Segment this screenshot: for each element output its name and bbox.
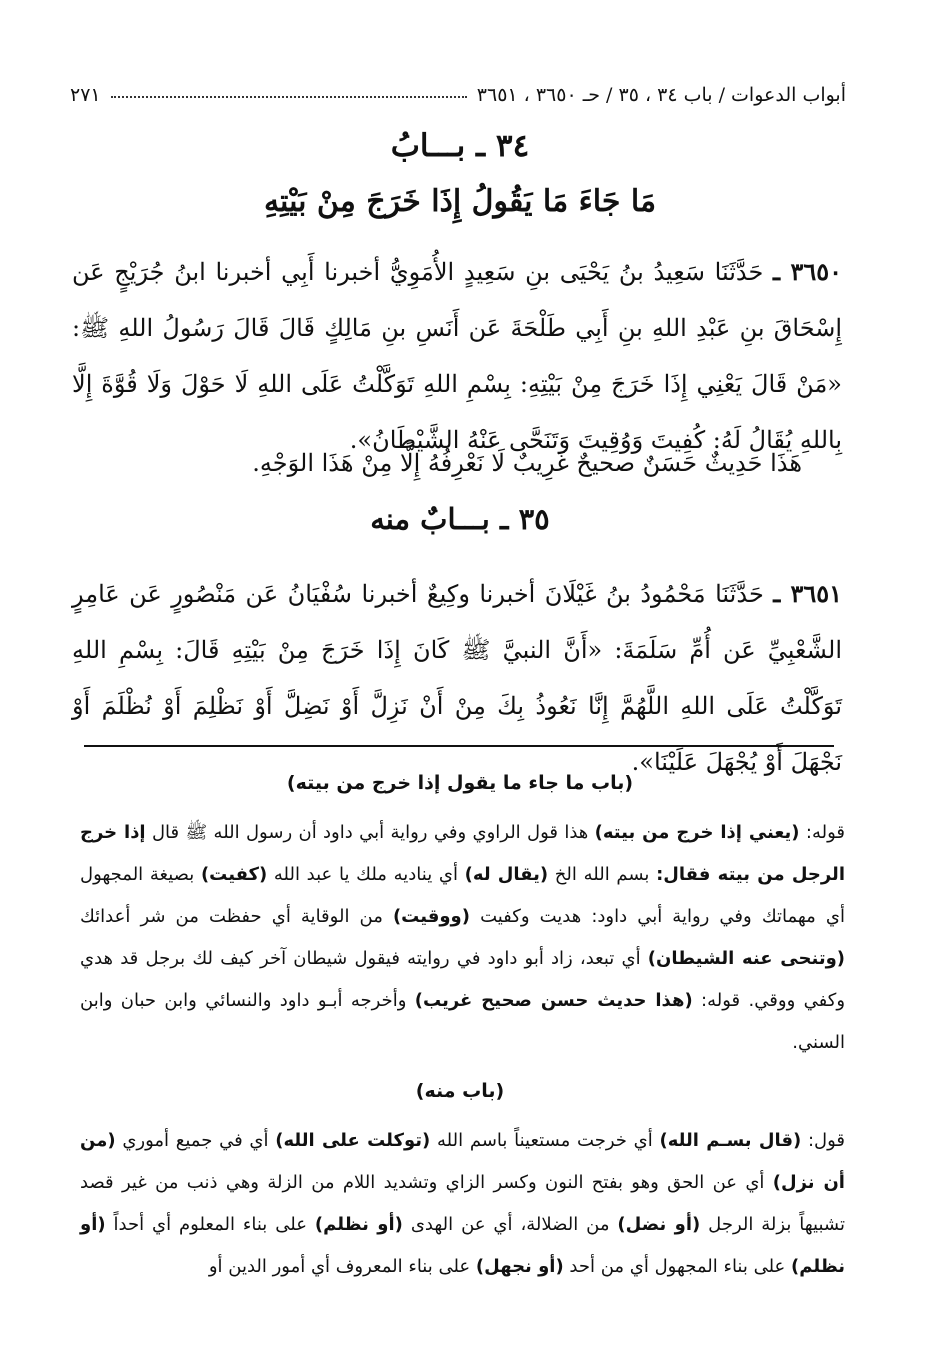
hadith-grading: هَذَا حَدِيثٌ حَسَنٌ صحيحٌ غَرِيبٌ لَا نَعْرِفُهُ إِلَّا مِنْ هَذَا الوَجْهِ. bbox=[252, 449, 802, 477]
commentary-emphasis: (وتنحى عنه الشيطان) bbox=[647, 948, 845, 969]
commentary-text: من الوقاية أي حفظت من شر أعدائك bbox=[80, 906, 393, 927]
hadith-3651 bbox=[72, 566, 842, 790]
commentary-heading: (باب ما جاء ما يقول إذا خرج من بيته) bbox=[286, 772, 634, 794]
commentary-emphasis: (يعني إذا خرج من بيته) bbox=[594, 822, 800, 843]
commentary-text: أي خرجت مستعيناً باسم الله bbox=[430, 1130, 660, 1151]
commentary-emphasis: (أو نجهل) bbox=[475, 1256, 564, 1277]
commentary-emphasis: (كفيت) bbox=[200, 864, 268, 885]
commentary-text: هذا قول الراوي وفي رواية أبي داود أن رسول الله ﷺ قال bbox=[145, 822, 595, 843]
commentary-emphasis: (أو نضل) bbox=[617, 1214, 701, 1235]
section-heading: ٣٥ ـ بـــابٌ منه bbox=[370, 502, 550, 536]
commentary-emphasis: (ووقيت) bbox=[392, 906, 470, 927]
commentary-emphasis: (أو نظلم) bbox=[80, 1214, 845, 1277]
hadith-number: ٣٦٥٠ ـ bbox=[773, 257, 842, 286]
commentary-text: بسم الله الخ bbox=[548, 864, 657, 885]
hadith-text: حَدَّثَنَا مَحْمُودُ بنُ غَيْلَانَ أخبرنا وكِيعٌ أخبرنا سُفْيَانُ عَن مَنْصُورٍ عَن عَامِرٍ الشَّعْبِيِّ عَن أُمِّ سَلَمَةَ: «أَنَّ النبيَّ ﷺ كَانَ إِذَا خَرَجَ مِنْ بَيْتِهِ قَالَ: بِسْمِ اللهِ تَوَكَّلْتُ عَلَى اللهِ اللَّهُمَّ إِنَّا نَعُوذُ بِكَ مِنْ أَنْ نَزِلَّ أَوْ نَضِلَّ أَوْ نَظْلِمَ أَوْ نُظْلَمَ أَوْ نَجْهَلَ أَوْ يُجْهَلَ عَلَيْنَا». bbox=[72, 580, 843, 776]
commentary-emphasis: (قال بسـم الله) bbox=[659, 1130, 802, 1151]
commentary-emphasis: (توكلت على الله) bbox=[275, 1130, 431, 1151]
commentary-text: أي في جميع أموري bbox=[115, 1130, 276, 1151]
commentary-text: على بناء المعلوم أي أحداً bbox=[105, 1214, 315, 1235]
commentary-text: أي يناديه ملك يا عبد الله bbox=[267, 864, 465, 885]
commentary-emphasis: (هذا حديث حسن صحيح غريب) bbox=[414, 990, 693, 1011]
commentary-emphasis: (من أن نزل) bbox=[80, 1130, 845, 1193]
commentary-heading: (باب منه) bbox=[415, 1080, 505, 1102]
commentary-paragraph bbox=[80, 812, 845, 1064]
commentary-emphasis: إذا خرج الرجل من بيته فقال: bbox=[80, 822, 845, 885]
commentary-emphasis: (يقال له) bbox=[464, 864, 549, 885]
commentary-text: أي تبعد، زاد أبو داود في روايته فيقول شيطان آخر كيف لك برجل قد هدي وكفي ووقي. قوله: bbox=[80, 948, 846, 1011]
footnote-divider bbox=[84, 745, 834, 747]
running-header bbox=[70, 62, 846, 106]
commentary-text: قوله: bbox=[799, 822, 845, 843]
commentary-paragraph bbox=[80, 1120, 845, 1288]
commentary-text: أي عن الحق وهو بفتح النون وكسر الزاي وتشديد اللام من الزلة وهي ذنب من غير قصد تشبيهاً بزلة الرجل bbox=[80, 1172, 845, 1235]
commentary-text: بصيغة المجهول أي مهماتك وفي رواية أبي داود: هديت وكفيت bbox=[80, 864, 845, 927]
chapter-title: مَا جَاءَ مَا يَقُولُ إِذَا خَرَجَ مِنْ بَيْتِهِ bbox=[263, 184, 657, 219]
commentary-text: من الضلالة، أي عن الهدى bbox=[402, 1214, 618, 1235]
commentary-text: على بناء المعروف أي أمور الدين أو bbox=[208, 1256, 476, 1277]
hadith-3650 bbox=[72, 244, 842, 468]
header-leader-dots bbox=[111, 96, 467, 98]
page-number: ٢٧١ bbox=[70, 84, 101, 106]
chapter-number: ٣٤ ـ بـــابُ bbox=[390, 128, 530, 164]
commentary-emphasis: (أو نظلم) bbox=[314, 1214, 403, 1235]
commentary-text: على بناء المجهول أي من أحد bbox=[563, 1256, 792, 1277]
commentary-text: قول: bbox=[801, 1130, 846, 1151]
header-title: أبواب الدعوات / باب ٣٤ ، ٣٥ / حـ ٣٦٥٠ ، ٣٦٥١ bbox=[476, 84, 846, 106]
commentary-text: وأخرجه أبـو داود والنسائي وابن حبان وابن السني. bbox=[80, 990, 845, 1053]
hadith-text: حَدَّثَنَا سَعِيدُ بنُ يَحْيَى بنِ سَعِيدٍ الأُمَوِيُّ أخبرنا أَبِي أخبرنا ابنُ جُرَيْجٍ عَن إِسْحَاقَ بنِ عَبْدِ اللهِ بنِ أَبِي طَلْحَةَ عَن أَنَسِ بنِ مَالِكٍ قَالَ قَالَ رَسُولُ اللهِ ﷺ: «مَنْ قَالَ يَعْنِي إِذَا خَرَجَ مِنْ بَيْتِهِ: بِسْمِ اللهِ تَوَكَّلْتُ عَلَى اللهِ لَا حَوْلَ وَلَا قُوَّةَ إِلَّا بِاللهِ يُقَالُ لَهُ: كُفِيتَ وَوُقِيتَ وَتَنَحَّى عَنْهُ الشَّيْطَانُ». bbox=[72, 258, 842, 454]
hadith-number: ٣٦٥١ ـ bbox=[773, 579, 842, 608]
